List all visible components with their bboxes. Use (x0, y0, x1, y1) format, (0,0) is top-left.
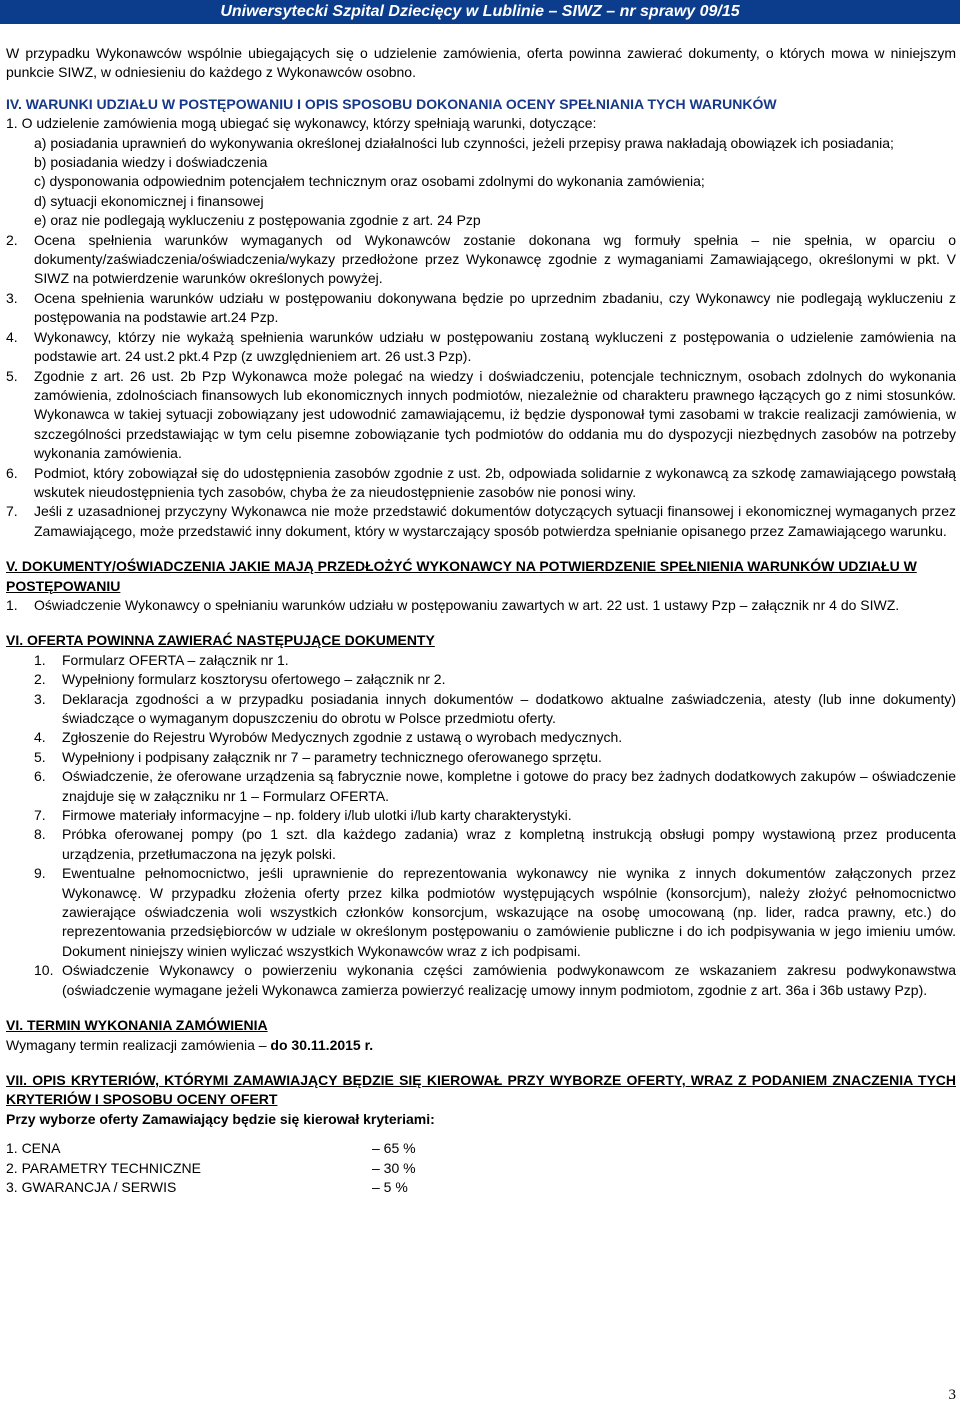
condition-c: c) dysponowania odpowiednim potencjałem technicznym oraz osobami zdolnymi do wykonania zamówienia; (34, 173, 705, 190)
item-number: 8. (34, 826, 46, 843)
item-text: Ocena spełnienia warunków wymaganych od Wykonawców zostanie dokonana wg formuły spełnia – nie spełnia, w oparciu o dokumenty/zaświadczenia/oświadczenia/wykazy przedłożone przez Wykonawcę zgodnie z wymaganiami Zamawiającego, określonymi w pkt. V SIWZ na potwierdzenie warunków określonych powyżej. (34, 231, 956, 287)
term-text: Wymagany termin realizacji zamówienia – (6, 1036, 271, 1053)
list-item (6, 231, 956, 289)
item-text: Zgodnie z art. 26 ust. 2b Pzp Wykonawca może polegać na wiedzy i doświadczeniu, potencjale technicznym, osobach zdolnych do wykonania zamówienia, zdolnościach finansowych lub ekonomicznych innych podmiotów, niezależnie od charakteru prawnego łączących go z nimi stosunków. Wykonawca w takiej sytuacji zobowiązany jest udowodnić zamawiającemu, iż będzie dysponował tymi zasobami w trakcie realizacji zamówienia, w szczególności przedstawiając w tym celu pisemne zobowiązanie tych podmiotów do oddania mu do dyspozycji niezbędnych zasobów na potrzeby wykonania zamówienia. (34, 367, 956, 462)
condition-b: b) posiadania wiedzy i doświadczenia (34, 154, 268, 171)
item-text: Podmiot, który zobowiązał się do udostępnienia zasobów zgodnie z ust. 2b, odpowiada solidarnie z wykonawcą za szkodę zamawiającego powstałą wskutek nieudostępnienia tych zasobów, chyba że za nieudostępnienie zasobów nie ponosi winy. (34, 464, 956, 500)
section-iv-p1: 1. O udzielenie zamówienia mogą ubiegać się wykonawcy, którzy spełniają warunki, dotyczące: (6, 115, 597, 132)
item-number: 3. (6, 289, 18, 306)
criterion-label: 3. GWARANCJA / SERWIS (6, 1178, 177, 1195)
item-text: Próbka oferowanej pompy (po 1 szt. dla każdego zadania) wraz z kompletną instrukcją obsługi pompy wystawioną przez producenta urządzenia, przetłumaczona na język polski. (62, 826, 956, 862)
condition-e: e) oraz nie podlegają wykluczeniu z postępowania zgodnie z art. 24 Pzp (34, 212, 481, 229)
item-number: 6. (34, 768, 46, 785)
section-v-title: V. DOKUMENTY/OŚWIADCZENIA JAKIE MAJĄ PRZEDŁOŻYĆ WYKONAWCY NA POTWIERDZENIE SPEŁNIENIA WARUNKÓW UDZIAŁU W POSTĘPOWANIU (6, 558, 917, 594)
item-number: 1. (34, 651, 46, 668)
item-number: 6. (6, 464, 18, 481)
item-text: Ewentualne pełnomocnictwo, jeśli uprawnienie do reprezentowania wykonawcy nie wynika z innych dokumentów załączonych przez Wykonawcę. W przypadku złożenia oferty przez kilka podmiotów występujących wspólnie (konsorcjum), należy złożyć pełnomocnictwo zawierające oświadczenia woli wszystkich członków konsorcjum, wskazujące na osobę umocowaną (np. lider, radca prawny, etc.) do reprezentowania przedsiębiorców w udziale w określonym postępowaniu o zamówienie publiczne i do ich podpisywania w jego imieniu umów. Dokument niniejszy winien wyliczać wszystkich Wykonawców wraz z ich podpisami. (62, 865, 956, 959)
term-date: do 30.11.2015 r. (270, 1036, 374, 1053)
item-number: 5. (6, 367, 18, 384)
item-number: 4. (34, 729, 46, 746)
list-item (6, 502, 956, 541)
list-item (6, 464, 956, 503)
item-text: Ocena spełnienia warunków udziału w postępowaniu dokonywana będzie po uprzednim zbadaniu, czy Wykonawcy nie podlegają wykluczeniu z postępowania na podstawie art.24 Pzp. (34, 289, 956, 326)
list-item (34, 825, 956, 864)
item-number: 2. (6, 231, 18, 248)
item-text: Wypełniony i podpisany załącznik nr 7 – parametry technicznego oferowanego sprzętu. (62, 748, 602, 765)
intro-paragraph: W przypadku Wykonawców wspólnie ubiegających się o udzielenie zamówienia, oferta powinna zawierać dokumenty, o których mowa w niniejszym punkcie SIWZ, w odniesieniu do każdego z Wykonawców osobno. (6, 45, 956, 81)
list-item (34, 767, 956, 806)
list-item (6, 596, 956, 615)
list-item (6, 289, 956, 328)
criterion-weight: – 30 % (372, 1159, 416, 1176)
list-item (6, 328, 956, 367)
list-item (34, 651, 956, 670)
criterion-row (6, 1159, 956, 1178)
item-number: 9. (34, 865, 46, 882)
offer-documents-list (6, 651, 956, 1000)
list-item (34, 806, 956, 825)
list-item (6, 367, 956, 464)
list-item (34, 728, 956, 747)
item-text: Deklaracja zgodności a w przypadku posiadania innych dokumentów – dodatkowo aktualne zaświadczenia, atesty (lub inne dokumenty) świadczące o wymaganym dopuszczeniu do obrotu w Polsce przedmiotu oferty. (62, 690, 956, 726)
item-text: Oświadczenie, że oferowane urządzenia są fabrycznie nowe, kompletne i gotowe do pracy bez żadnych dodatkowych zakupów – oświadczenie znajduje się w załączniku nr 1 – Formularz OFERTA. (62, 768, 956, 804)
criteria-list (6, 1139, 956, 1197)
item-number: 1. (6, 596, 18, 613)
item-number: 3. (34, 690, 46, 707)
item-number: 4. (6, 328, 18, 345)
condition-a: a) posiadania uprawnień do wykonywania określonej działalności lub czynności, jeżeli przepisy prawa nakładają obowiązek ich posiadania; (34, 134, 894, 151)
list-item (34, 864, 956, 961)
term-paragraph (6, 1036, 956, 1055)
item-number: 5. (34, 748, 46, 765)
section-iv-list (6, 231, 956, 542)
criterion-weight: – 65 % (372, 1140, 416, 1157)
item-text: Wypełniony formularz kosztorysu ofertowego – załącznik nr 2. (62, 671, 446, 688)
section-iv-title: IV. WARUNKI UDZIAŁU W POSTĘPOWANIU I OPIS SPOSOBU DOKONANIA OCENY SPEŁNIANIA TYCH WARUNKÓW (6, 95, 777, 112)
criteria-lead: Przy wyborze oferty Zamawiający będzie się kierował kryteriami: (6, 1110, 435, 1127)
conditions-list (6, 134, 956, 231)
document-body (6, 44, 956, 1197)
item-text: Formularz OFERTA – załącznik nr 1. (62, 651, 289, 668)
item-text: Jeśli z uzasadnionej przyczyny Wykonawca nie może przedstawić dokumentów dotyczących sytuacji finansowej i ekonomicznej wymaganych przez Zamawiającego, może przedstawić inny dokument, który w wystarczający sposób potwierdza spełnianie opisanego przez Zamawiającego warunku. (34, 503, 956, 539)
item-number: 2. (34, 671, 46, 688)
criterion-row (6, 1139, 956, 1158)
item-text: Firmowe materiały informacyjne – np. foldery i/lub ulotki i/lub karty charakterystyki. (62, 807, 572, 824)
item-text: Oświadczenie Wykonawcy o powierzeniu wykonania części zamówienia podwykonawcom ze wskazaniem zakresu podwykonawstwa (oświadczenie wymagane jeżeli Wykonawca zamierza powierzyć realizację umowy innym podmiotom, zgodnie z art. 36a i 36b ustawy Pzp). (62, 962, 956, 998)
item-text: Oświadczenie Wykonawcy o spełnianiu warunków udziału w postępowaniu zawartych w art. 22 ust. 1 ustawy Pzp – załącznik nr 4 do SIWZ. (34, 596, 900, 613)
section-vii-title: VII. OPIS KRYTERIÓW, KTÓRYMI ZAMAWIAJĄCY BĘDZIE SIĘ KIEROWAŁ PRZY WYBORZE OFERTY, WRAZ Z PODANIEM ZNACZENIA TYCH KRYTERIÓW I SPOSOBU OCENY OFERT (6, 1071, 956, 1108)
item-text: Zgłoszenie do Rejestru Wyrobów Medycznych zgodnie z ustawą o wyrobach medycznych. (62, 729, 623, 746)
document-header: Uniwersytecki Szpital Dziecięcy w Lublinie – SIWZ – nr sprawy 09/15 (0, 0, 960, 24)
criterion-row (6, 1178, 956, 1197)
item-text: Wykonawcy, którzy nie wykażą spełnienia warunków udziału w postępowaniu zostaną wykluczeni z postępowania o udzielenie zamówienia na podstawie art. 24 ust.2 pkt.4 Pzp (z uwzględnieniem art. 26 ust.3 Pzp). (34, 328, 956, 365)
condition-d: d) sytuacji ekonomicznej i finansowej (34, 192, 264, 209)
item-number: 10. (34, 962, 54, 979)
item-number: 7. (6, 503, 18, 520)
criterion-weight: – 5 % (372, 1178, 408, 1195)
section-term-title: VI. TERMIN WYKONANIA ZAMÓWIENIA (6, 1017, 268, 1034)
page-number: 3 (948, 1387, 956, 1403)
list-item (34, 961, 956, 1000)
list-item (34, 690, 956, 729)
list-item (34, 670, 956, 689)
criterion-label: 1. CENA (6, 1140, 61, 1157)
criterion-label: 2. PARAMETRY TECHNICZNE (6, 1159, 202, 1176)
section-vi-title: VI. OFERTA POWINNA ZAWIERAĆ NASTĘPUJĄCE DOKUMENTY (6, 632, 435, 649)
list-item (34, 748, 956, 767)
item-number: 7. (34, 807, 46, 824)
